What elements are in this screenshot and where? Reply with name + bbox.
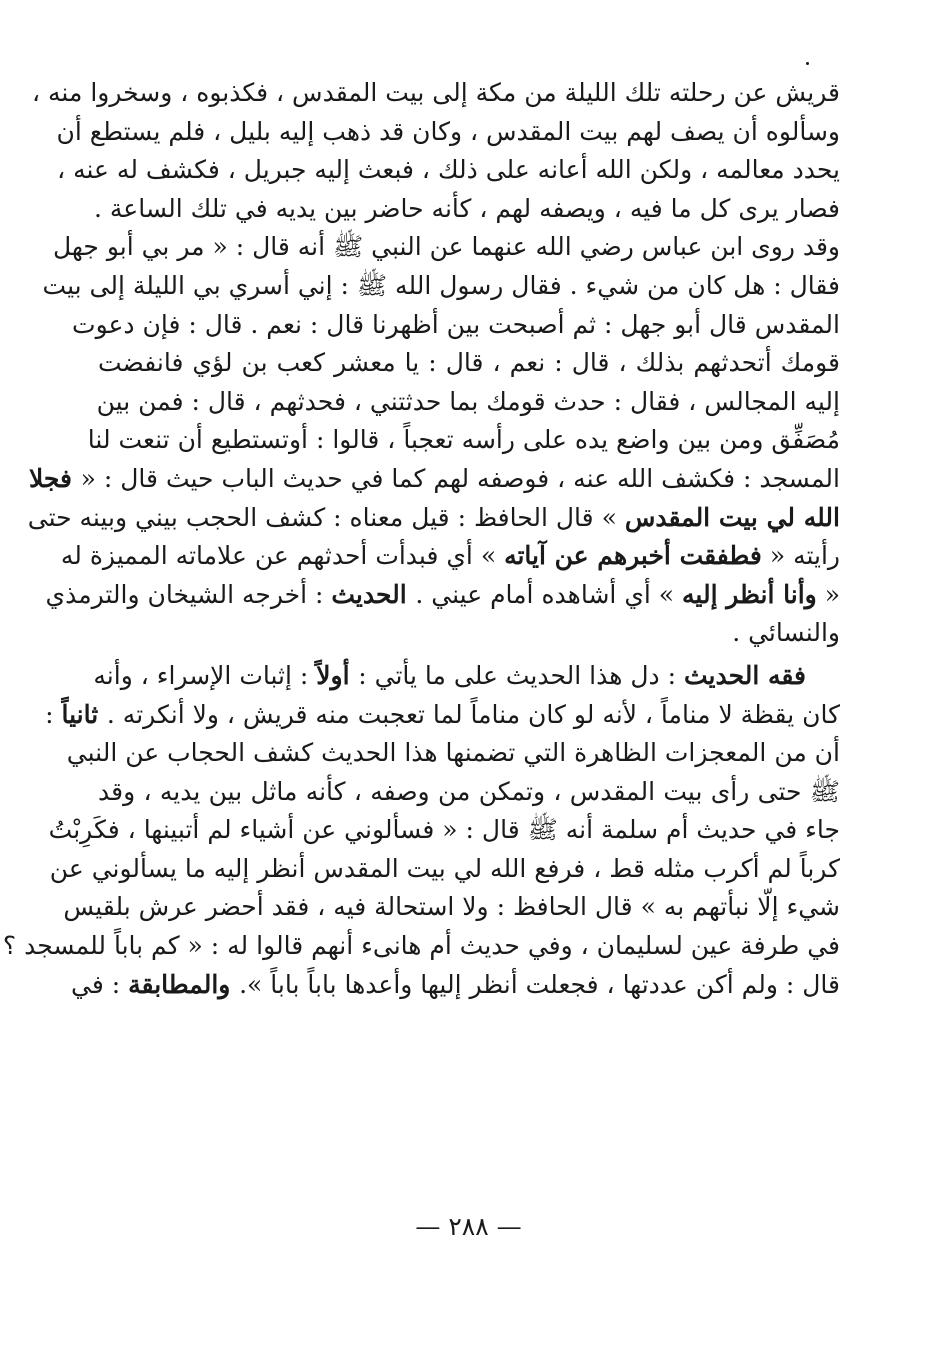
text-line bbox=[27, 499, 840, 538]
text-line bbox=[2, 927, 840, 966]
text-line bbox=[98, 773, 840, 812]
line-text: يحدد معالمه ، ولكن الله أعانه على ذلك ، فبعث إليه جبريل ، فكشف له عنه ، bbox=[57, 155, 840, 185]
text-line bbox=[71, 966, 840, 1005]
text-line bbox=[63, 888, 840, 927]
text-line bbox=[57, 151, 840, 190]
line-text: : دل هذا الحديث على ما يأتي : bbox=[358, 660, 684, 690]
line-text: : bbox=[45, 699, 62, 729]
line-text: إليه المجالس ، فقال : حدث قومك بما حدثتني ، فحدثهم ، قال : فمن بين bbox=[96, 386, 840, 416]
text-line bbox=[48, 811, 840, 850]
text-line bbox=[66, 734, 840, 773]
line-text: » قال الحافظ : قيل معناه : كشف الحجب بيني وبينه حتى bbox=[27, 502, 625, 532]
line-text: ﷺ حتى رأى بيت المقدس ، وتمكن من وصفه ، كأنه ماثل بين يديه ، وقد bbox=[98, 776, 840, 806]
line-text: : أخرجه الشيخان والترمذي bbox=[45, 579, 332, 609]
text-line bbox=[28, 460, 840, 499]
line-text: كان يقظة لا مناماً ، لأنه لو كان مناماً لما تعجبت منه قريش ، ولا أنكرته . bbox=[106, 699, 840, 729]
text-line bbox=[98, 344, 840, 383]
line-text: وسألوه أن يصف لهم بيت المقدس ، وكان قد ذهب إليه بليل ، فلم يستطع أن bbox=[56, 116, 840, 146]
bold-text: أولاً bbox=[316, 660, 359, 690]
text-line bbox=[52, 228, 840, 267]
text-line bbox=[72, 306, 840, 345]
bold-text: فجلا bbox=[28, 463, 81, 493]
line-text: كرباً لم أكرب مثله قط ، فرفع الله لي بيت المقدس أنظر إليه ما يسألوني عن bbox=[49, 853, 840, 883]
text-line bbox=[49, 850, 840, 889]
text-line bbox=[45, 696, 840, 735]
line-text: في طرفة عين لسليمان ، وفي حديث أم هانىء أنهم قالوا له : « كم باباً للمسجد ؟ bbox=[2, 931, 840, 961]
text-line bbox=[56, 113, 840, 152]
body-text bbox=[2, 74, 840, 1004]
text-line bbox=[45, 576, 840, 615]
bold-text: الحديث bbox=[331, 579, 416, 609]
line-text: قومك أتحدثهم بذلك ، قال : نعم ، قال : يا معشر كعب بن لؤي فانفضت bbox=[98, 348, 840, 378]
line-text: جاء في حديث أم سلمة أنه ﷺ قال : « فسألوني عن أشياء لم أتبينها ، فكَرِبْتُ bbox=[48, 815, 840, 845]
bold-text: فطفقت أخبرهم عن آياته bbox=[504, 541, 762, 571]
line-text: فصار يرى كل ما فيه ، ويصفه لهم ، كأنه حاضر بين يديه في تلك الساعة . bbox=[94, 193, 840, 223]
line-text: : في bbox=[71, 969, 129, 999]
line-text: « bbox=[816, 579, 840, 609]
line-text: » أي أشاهده أمام عيني . bbox=[415, 579, 683, 609]
line-text: فقال : هل كان من شيء . فقال رسول الله ﷺ : إني أسري بي الليلة إلى بيت bbox=[42, 270, 840, 300]
line-text: وقد روى ابن عباس رضي الله عنهما عن النبي ﷺ أنه قال : « مر بي أبو جهل bbox=[52, 232, 840, 262]
line-text: : إثبات الإسراء ، وأنه bbox=[93, 660, 317, 690]
text-line bbox=[60, 537, 840, 576]
bold-text: ثانياً bbox=[61, 699, 107, 729]
text-line bbox=[87, 421, 840, 460]
line-text: » أي فبدأت أحدثهم عن علاماته المميزة له bbox=[60, 541, 505, 571]
line-text: قريش عن رحلته تلك الليلة من مكة إلى بيت المقدس ، فكذبوه ، وسخروا منه ، bbox=[32, 78, 840, 107]
text-line bbox=[98, 614, 840, 653]
page-number: — ٢٨٨ — bbox=[415, 1212, 522, 1241]
ink-mark bbox=[806, 62, 809, 65]
bold-text: فقه الحديث bbox=[683, 660, 806, 690]
line-text: قال : ولم أكن عددتها ، فجعلت أنظر إليها وأعدها باباً باباً ». bbox=[239, 969, 840, 999]
line-text: والنسائي . bbox=[732, 618, 840, 648]
text-line bbox=[32, 74, 840, 113]
line-text: المقدس قال أبو جهل : ثم أصبحت بين أظهرنا قال : نعم . قال : فإن دعوت bbox=[72, 309, 840, 339]
bold-text: الله لي بيت المقدس bbox=[624, 502, 840, 532]
line-text: المسجد : فكشف الله عنه ، فوصفه لهم كما في حديث الباب حيث قال : « bbox=[80, 463, 840, 493]
bold-text: وأنا أنظر إليه bbox=[682, 579, 817, 609]
line-text: أن من المعجزات الظاهرة التي تضمنها هذا الحديث كشف الحجاب عن النبي bbox=[66, 738, 840, 768]
text-line bbox=[93, 657, 840, 696]
line-text: رأيته « bbox=[761, 541, 840, 571]
bold-text: والمطابقة bbox=[128, 969, 240, 999]
text-line bbox=[98, 383, 840, 422]
line-text: شيء إلّا نبأتهم به » قال الحافظ : ولا استحالة فيه ، فقد أحضر عرش بلقيس bbox=[63, 892, 840, 922]
text-line bbox=[42, 267, 840, 306]
text-line bbox=[94, 190, 840, 229]
line-text: مُصَفِّق ومن بين واضع يده على رأسه تعجباً ، قالوا : أوتستطيع أن تنعت لنا bbox=[87, 425, 840, 455]
